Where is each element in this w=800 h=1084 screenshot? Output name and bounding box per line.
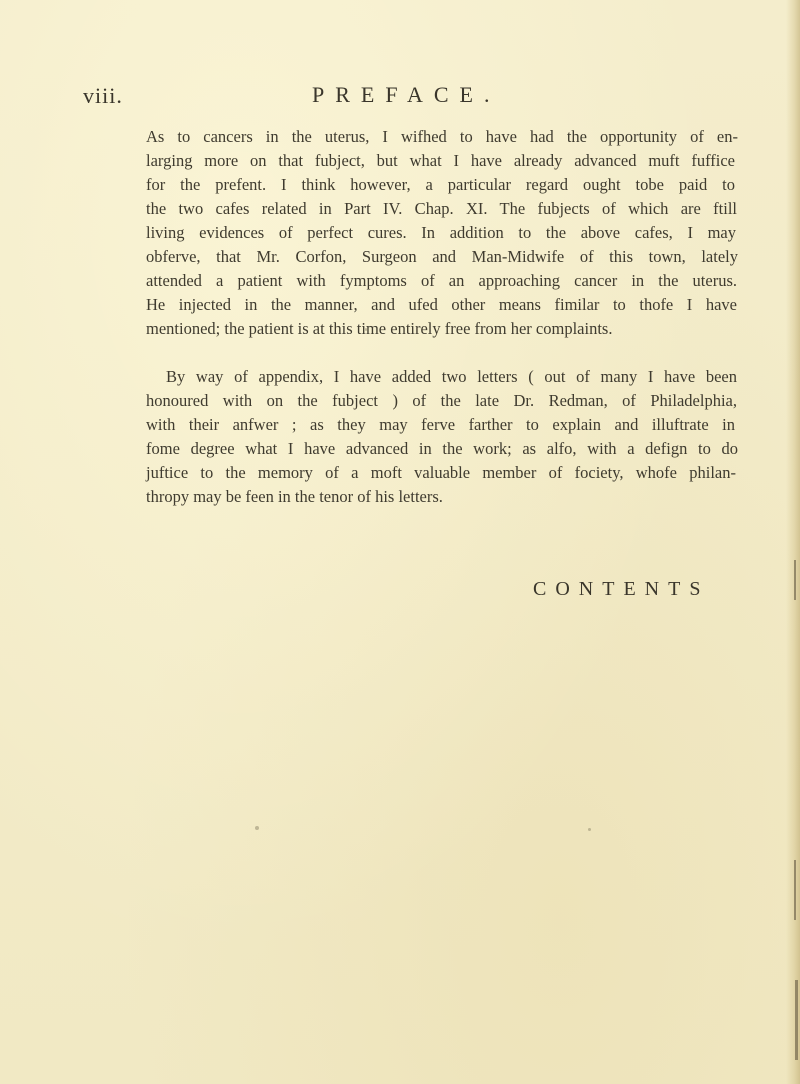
text-line: the two cafes related in Part IV. Chap. XI. The fubjects of which are ftill (146, 199, 737, 218)
edge-mark (794, 860, 796, 920)
paper-speck (255, 826, 259, 830)
page-number: viii. (83, 83, 123, 108)
text-line: obferve, that Mr. Corfon, Surgeon and Man-Midwife of this town, lately (146, 247, 738, 266)
text-line: with their anfwer ; as they may ferve farther to explain and illuftrate in (146, 415, 735, 434)
text-line: honoured with on the fubject ) of the late Dr. Redman, of Philadelphia, (146, 391, 737, 410)
page-edge-shadow (786, 0, 800, 1084)
text-line: As to cancers in the uterus, I wifhed to have had the opportunity of en- (146, 127, 738, 146)
edge-mark (794, 560, 796, 600)
catchword: CONTENTS (533, 578, 710, 600)
paper-speck (588, 828, 591, 831)
text-line: living evidences of perfect cures. In addition to the above cafes, I may (146, 223, 736, 242)
text-line: mentioned; the patient is at this time entirely free from her complaints. (146, 319, 613, 338)
text-line: larging more on that fubject, but what I have already advanced muft fuffice (146, 151, 735, 170)
text-line: By way of appendix, I have added two letters ( out of many I have been (166, 367, 737, 386)
text-line: thropy may be feen in the tenor of his letters. (146, 487, 443, 506)
edge-mark (795, 980, 798, 1060)
text-line: for the prefent. I think however, a particular regard ought tobe paid to (146, 175, 735, 194)
text-line: fome degree what I have advanced in the work; as alfo, with a defign to do (146, 439, 738, 458)
running-head: PREFACE. (312, 82, 501, 107)
text-line: He injected in the manner, and ufed other means fimilar to thofe I have (146, 295, 737, 314)
text-line: attended a patient with fymptoms of an approaching cancer in the uterus. (146, 271, 737, 290)
text-line: juftice to the memory of a moft valuable member of fociety, whofe philan- (146, 463, 736, 482)
